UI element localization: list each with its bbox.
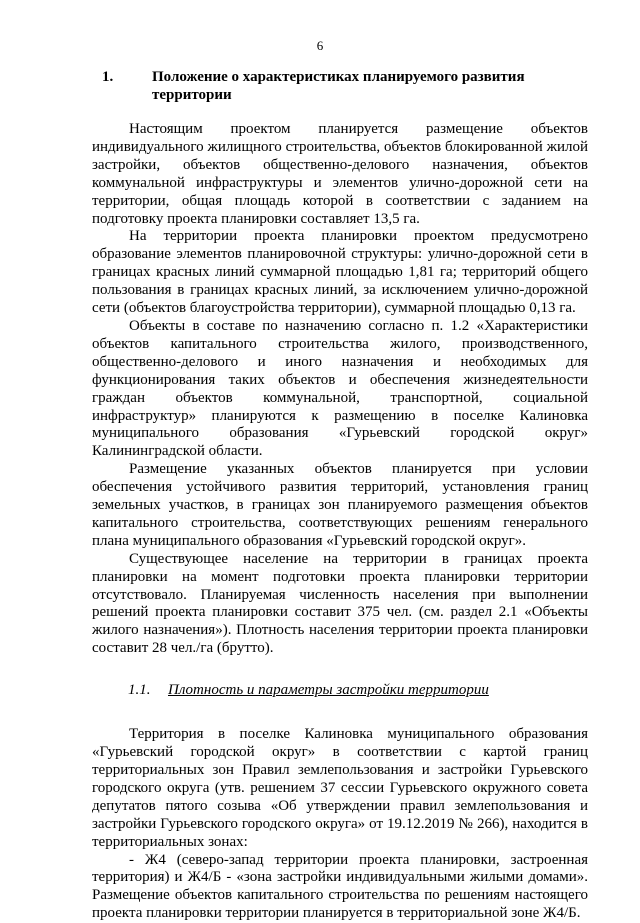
- paragraph: Объекты в составе по назначению согласно п. 1.2 «Характеристики объектов капитального строительства жилого, производственного, общественно-делового и иного назначения и необходимых для функционирования таких объектов и обеспечения жизнедеятельности граждан объектов коммунальной, транспортной, социальной инфраструктур» планируются к размещению в поселке Калиновка муниципального образования «Гурьевский городской округ» Калининградской области.: [92, 317, 588, 460]
- subsection-heading: [92, 681, 588, 699]
- list-item: - Ж4 (северо-запад территории проекта планировки, застроенная территория) и Ж4/Б - «зона застройки индивидуальными жилыми домами». Размещение объектов капитального строительства по решениям настоящего проекта планировки территории планируется в территориальной зоне Ж4/Б.: [92, 851, 588, 922]
- paragraph: Размещение указанных объектов планируется при условии обеспечения устойчивого развития территорий, установления границ земельных участков, в границах зон планируемого размещения объектов капитального строительства, соответствующих решениям генерального плана муниципального образования «Гурьевский городской округ».: [92, 461, 588, 549]
- section-title: Положение о характеристиках планируемого развития территории: [152, 69, 525, 103]
- page-number: 6: [316, 38, 324, 53]
- subsection-number: 1.1.: [128, 682, 151, 699]
- paragraph: Территория в поселке Калиновка муниципального образования «Гурьевский городской округ» в соответствии с картой границ территориальных зон Правил землепользования и застройки Гурьевского городского округа (утв. решением 37 сессии Гурьевского окружного совета депутатов пятого созыва «Об утверждении правил землепользования и застройки Гурьевского городского округа» от 19.12.2019 № 266), находится в территориальных зонах:: [92, 726, 588, 850]
- document-body: [92, 68, 588, 923]
- paragraph: Существующее население на территории в границах проекта планировки на момент подготовки проекта планировки территории отсутствовало. Планируемая численность населения при выполнении решений проекта планировки составит 375 чел. (см. раздел 2.1 «Объекты жилого назначения»). Плотность населения территории проекта планировки составит 28 чел./га (брутто).: [92, 550, 588, 657]
- section-number: 1.: [102, 69, 114, 85]
- paragraph: На территории проекта планировки проектом предусмотрено образование элементов планировочной структуры: улично-дорожной сети в границах красных линий суммарной площадью 1,81 га; территорий общего пользования в границах красных линий, за исключением улично-дорожной сети (объектов благоустройства территории), суммарной площадью 0,13 га.: [92, 228, 588, 317]
- subsection-title: Плотность и параметры застройки территории: [168, 682, 489, 699]
- paragraph: Настоящим проектом планируется размещение объектов индивидуального жилищного строительства, объектов блокированной жилой застройки, объектов общественно-делового назначения, объектов коммунальной инфраструктуры и элементов улично-дорожной сети на территории, общая площадь которой в соответствии с заданием на подготовку проекта планировки составляет 13,5 га.: [92, 121, 588, 227]
- section-heading: [92, 68, 588, 104]
